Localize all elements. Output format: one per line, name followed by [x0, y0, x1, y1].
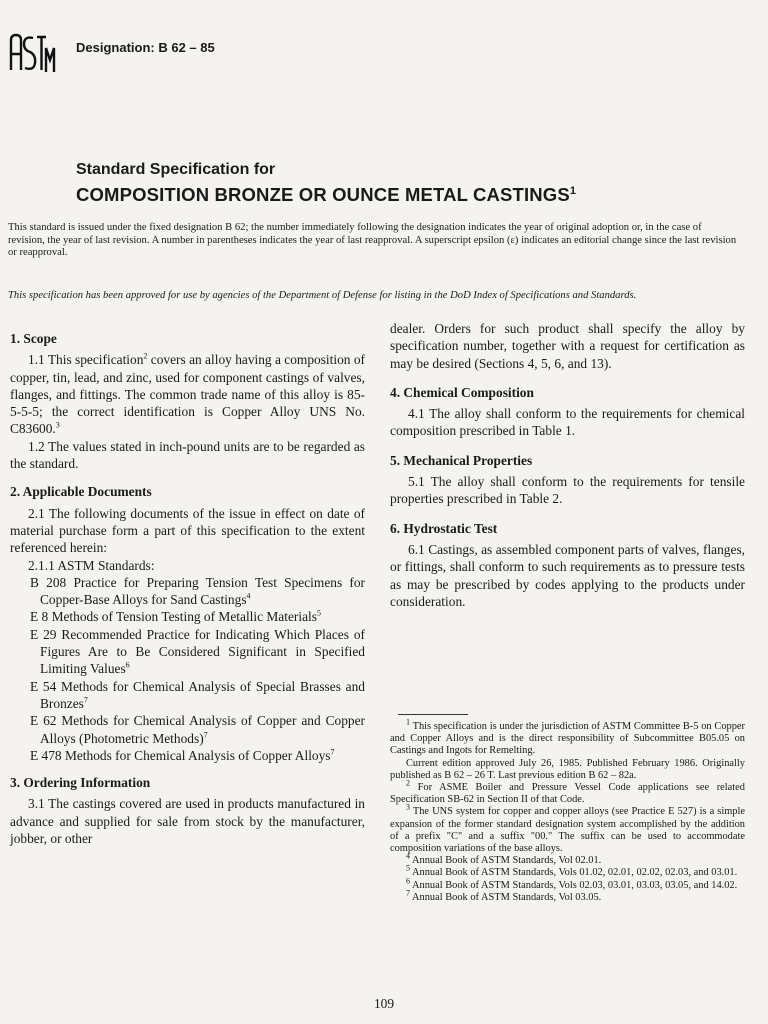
section-5-1: 5.1 The alloy shall conform to the requirements for tensile properties prescribed in Table 2. — [390, 474, 745, 507]
reference-item: E 62 Methods for Chemical Analysis of Copper and Copper Alloys (Photometric Methods)$^7$ — [30, 713, 365, 746]
references-list — [10, 574, 365, 764]
footnote: $^1$ This specification is under the jurisdiction of ASTM Committee B-5 on Copper and Copper Alloys and is the direct responsibility of Subcommittee B05.05 on Castings and Ingots for Remelting. — [390, 717, 745, 757]
footnote: $^2$ For ASME Boiler and Pressure Vessel Code applications see related Specification SB-62 in Section II of that Code. — [390, 778, 745, 806]
section-3-heading: 3. Ordering Information — [10, 775, 151, 791]
subtitle: Standard Specification for — [76, 161, 276, 178]
footnote: $^7$ Annual Book of ASTM Standards, Vol 03.05. — [406, 888, 602, 903]
section-6-heading: 6. Hydrostatic Test — [390, 520, 498, 536]
footnote: $^6$ Annual Book of ASTM Standards, Vols 02.03, 03.01, 03.03, 03.05, and 14.02. — [406, 876, 738, 891]
reference-item: E 8 Methods of Tension Testing of Metallic Materials$^5$ — [30, 608, 321, 625]
reference-item: B 208 Practice for Preparing Tension Test Specimens for Copper-Base Alloys for Sand Castings$^4$ — [30, 574, 365, 608]
left-column — [10, 330, 365, 847]
footnote: Current edition approved July 26, 1985. Published February 1986. Originally published as B 62 – 26 T. Last previous edition B 62 – 82a. — [390, 757, 745, 781]
section-3-continued: dealer. Orders for such product shall specify the alloy by specification number, together with a request for certification as may be desired (Sections 4, 5, 6, and 13). — [390, 321, 745, 371]
section-2-heading: 2. Applicable Documents — [10, 484, 152, 500]
footnote: $^3$ The UNS system for copper and copper alloys (see Practice E 527) is a simple expansion of the former standard designation system accomplished by the addition of a prefix "C" and a suffix "00." The suffix can be used to accommodate composition variations of the base alloys. — [390, 802, 745, 855]
section-5-heading: 5. Mechanical Properties — [390, 452, 533, 468]
right-column — [390, 320, 745, 610]
section-1-heading: 1. Scope — [10, 331, 57, 346]
dod-note: This specification has been approved for use by agencies of the Department of Defense for listing in the DoD Index of Specifications and Standards. — [8, 289, 637, 301]
footnote: $^4$ Annual Book of ASTM Standards, Vol 02.01. — [406, 851, 602, 867]
reference-item: E 478 Methods for Chemical Analysis of Copper Alloys$^7$ — [30, 747, 335, 763]
document-title: COMPOSITION BRONZE OR OUNCE METAL CASTINGS$^1$ — [76, 184, 577, 205]
section-3-1: 3.1 The castings covered are used in products manufactured in advance and supplied for sale from stock by the manufacturer, jobber, or other — [10, 796, 365, 847]
section-2-1-1: 2.1.1 ASTM Standards: — [28, 557, 155, 573]
page-number: 109 — [373, 996, 395, 1011]
reference-item: E 29 Recommended Practice for Indicating Which Places of Figures Are to Be Considered Significant in Specified Limiting Values$^6$ — [30, 626, 365, 677]
section-2-1: 2.1 The following documents of the issue in effect on date of material purchase form a part of this specification to the extent referenced herein: — [10, 505, 365, 556]
section-6-1: 6.1 Castings, as assembled component parts of valves, flanges, or fittings, shall conform to such requirements as to pressure tests as may be prescribed by codes applying to the products under consideration. — [390, 541, 745, 609]
footnote-divider — [398, 714, 468, 715]
footnote: $^5$ Annual Book of ASTM Standards, Vols 01.02, 02.01, 02.02, 02.03, and 03.01. — [406, 863, 738, 879]
section-1-2: 1.2 The values stated in inch-pound units are to be regarded as the standard. — [10, 438, 365, 472]
footnotes — [390, 717, 745, 904]
preamble: This standard is issued under the fixed designation B 62; the number immediately following the designation indicates the year of original adoption or, in the case of revision, the year of last revision. A number in parentheses indicates the year of last reapproval. A superscript epsilon (ε) indicates an editorial change since the last revision or reapproval. — [8, 222, 737, 258]
section-4-heading: 4. Chemical Composition — [390, 384, 534, 400]
astm-logo — [8, 30, 58, 76]
section-1-1: 1.1 This specification$^2$ covers an alloy having a composition of copper, tin, lead, and zinc, used for component castings of valves, flanges, and fittings. The common trade name of this alloy is 85-5-5-5; the correct identification is Copper Alloy UNS No. C83600.$^3$ — [10, 351, 365, 437]
designation: Designation: B 62 – 85 — [76, 40, 215, 55]
reference-item: E 54 Methods for Chemical Analysis of Special Brasses and Bronzes$^7$ — [30, 678, 365, 711]
section-4-1: 4.1 The alloy shall conform to the requirements for chemical composition prescribed in Table 1. — [390, 406, 745, 439]
